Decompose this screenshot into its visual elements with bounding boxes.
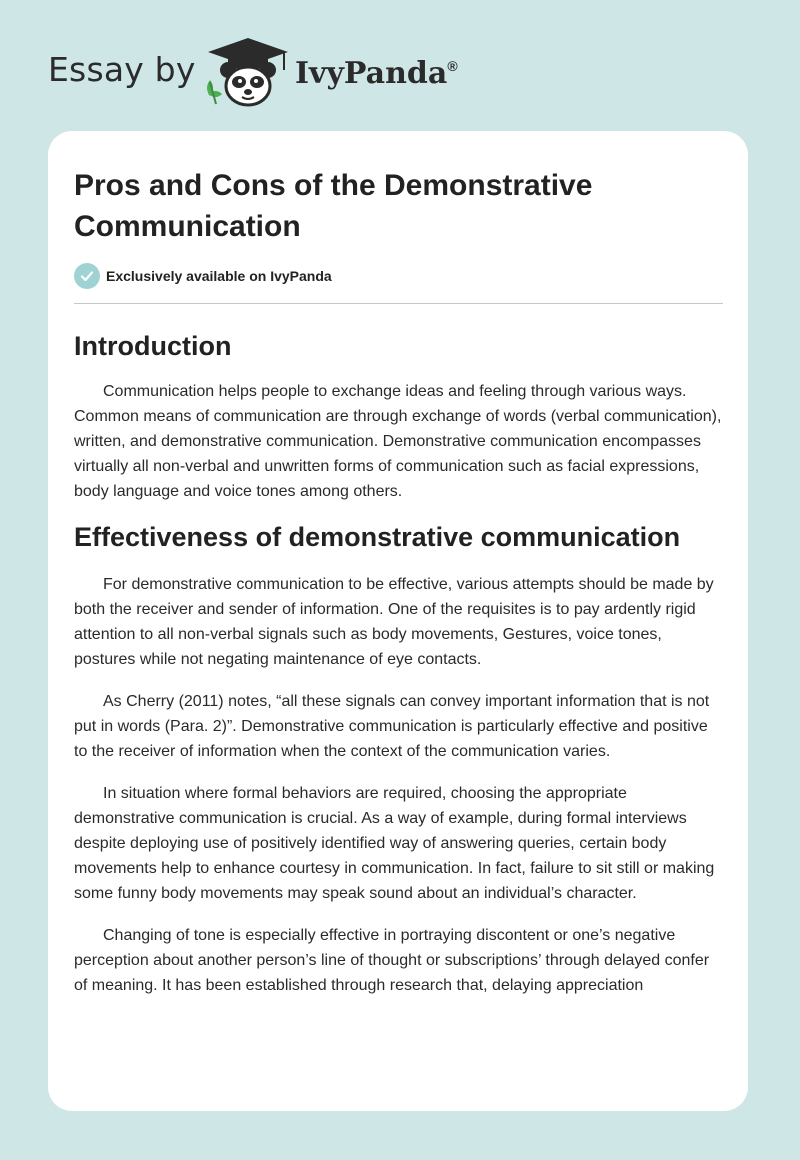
essay-card [48,131,748,1111]
panda-graduate-logo-icon[interactable] [202,36,294,108]
paragraph: As Cherry (2011) notes, “all these signals can convey important information that is not put in words (Para. 2)”. Demonstrative communication is particularly effective and positive to the receiver of information when the context of the communication varies. [74,693,710,760]
essay-by-label: Essay by [48,50,196,89]
paragraph: Changing of tone is especially effective in portraying discontent or one’s negative perception about another person’s line of thought or subscriptions’ through delayed confer of meaning. It has been established through research that, delaying appreciation [74,927,710,994]
title-divider [74,303,723,304]
exclusive-badge [74,263,332,289]
paragraph: In situation where formal behaviors are required, choosing the appropriate demonstrative communication is crucial. As a way of example, during formal interviews despite deploying use of positively identified way of answering queries, certain body movements help to enhance courtesy in communication. In fact, failure to sit still or making some funny body movements may speak sound about an individual’s character. [74,785,715,902]
site-header [0,0,800,130]
article-body [74,326,724,998]
registered-mark: ® [447,58,458,74]
page-title: Pros and Cons of the Demonstrative Communication [74,169,593,243]
paragraph: For demonstrative communication to be effective, various attempts should be made by both the receiver and sender of information. One of the requisites is to pay ardently rigid attention to all non-verbal signals such as body movements, Gestures, voice tones, postures while not negating maintenance of eye contacts. [74,576,714,668]
brand-name[interactable]: IvyPanda® [295,56,458,91]
exclusive-badge-label: Exclusively available on IvyPanda [106,268,332,284]
section-heading-introduction: Introduction [74,331,232,361]
paragraph: Communication helps people to exchange ideas and feeling through various ways. Common means of communication are through exchange of words (verbal communication), written, and demonstrative communication. Demonstrative communication encompasses virtually all non-verbal and unwritten forms of communication such as facial expressions, body language and voice tones among others. [74,383,722,500]
section-heading-effectiveness: Effectiveness of demonstrative communication [74,522,681,552]
check-circle-icon [74,263,100,289]
